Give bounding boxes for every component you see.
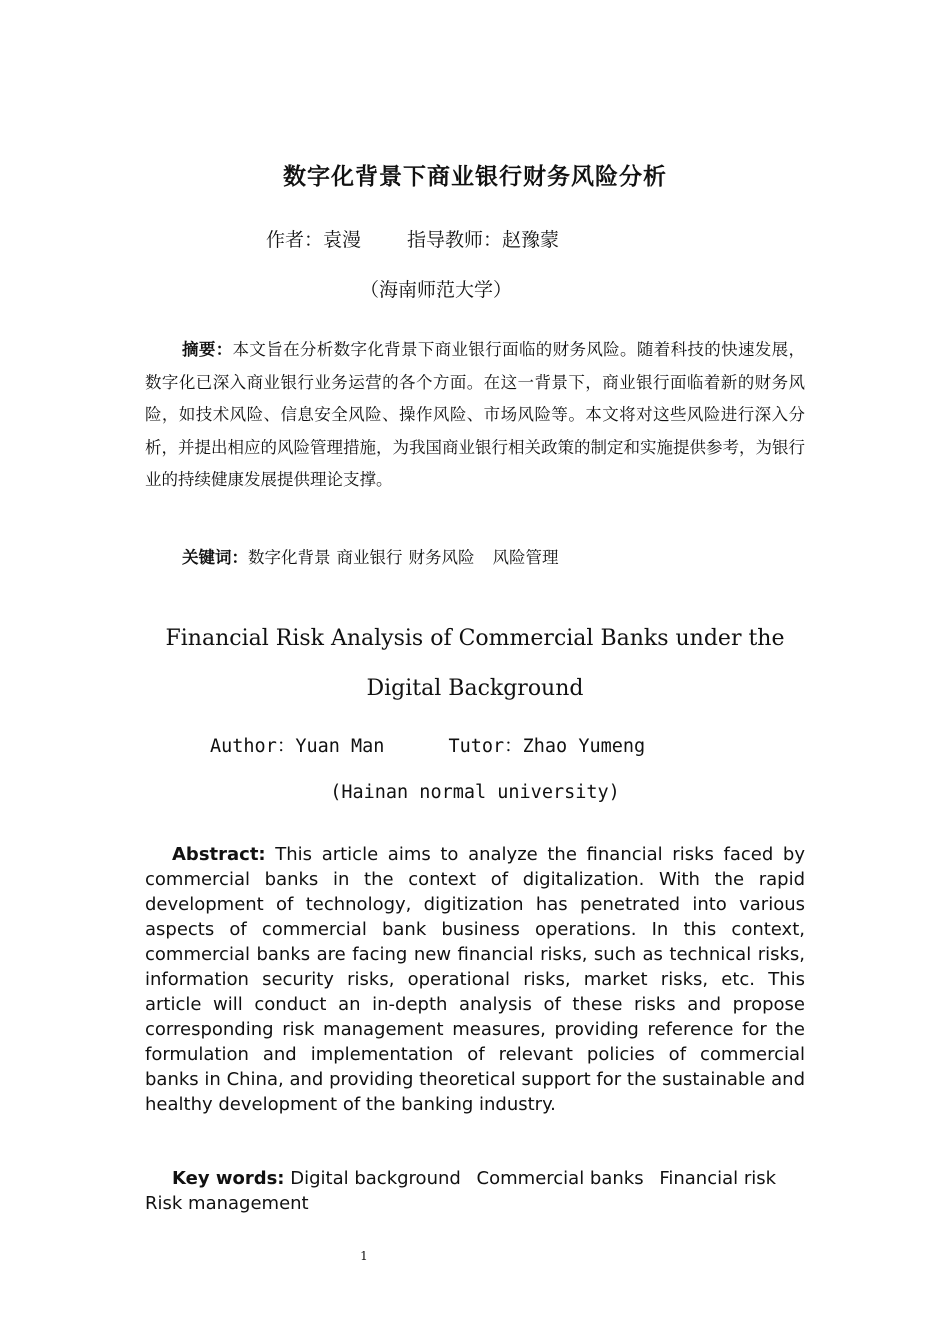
english-affiliation: (Hainan normal university): [330, 782, 620, 803]
english-abstract-text: This article aims to analyze the financial risks faced by commercial banks in the context of digitalization. With the rapid development of technology, digitization has penetrated into various aspects of commercial bank business operations. In this context, commercial banks are facing new financial risks, such as technical risks, information security risks, operational risks, market risks, etc. This article will conduct an in-depth analysis of these risks and propose corresponding risk management measures, providing reference for the formulation and implementation of relevant policies of commercial banks in China, and providing theoretical support for the sustainable and healthy development of the banking industry.: [145, 844, 805, 1115]
chinese-keywords-label: 关键词：: [182, 548, 248, 567]
chinese-keyword: 风险管理: [492, 548, 559, 567]
english-keyword: Digital background: [290, 1168, 461, 1189]
chinese-keyword: 商业银行: [336, 548, 403, 567]
chinese-abstract-label: 摘要：: [182, 340, 233, 359]
english-author: Author：Yuan Man: [210, 736, 385, 757]
english-keyword: Risk management: [145, 1193, 309, 1214]
chinese-affiliation: （海南师范大学）: [360, 279, 513, 301]
chinese-author-line: [266, 225, 559, 252]
chinese-keywords: [182, 544, 565, 568]
english-keyword: Financial risk: [659, 1168, 777, 1189]
chinese-abstract-text: 本文旨在分析数字化背景下商业银行面临的财务风险。随着科技的快速发展，数字化已深入商业银行业务运营的各个方面。在这一背景下，商业银行面临着新的财务风险，如技术风险、信息安全风险、操作风险、市场风险等。本文将对这些风险进行深入分析，并提出相应的风险管理措施，为我国商业银行相关政策的制定和实施提供参考，为银行业的持续健康发展提供理论支撑。: [145, 340, 806, 489]
chinese-abstract: [145, 334, 805, 497]
chinese-keyword: 财务风险: [408, 548, 475, 567]
english-abstract: [145, 842, 805, 1117]
english-keywords: [145, 1166, 805, 1216]
english-keywords-label: Key words:: [172, 1168, 285, 1189]
chinese-author: 作者：袁漫: [266, 229, 362, 251]
chinese-keyword: 数字化背景: [248, 548, 331, 567]
chinese-advisor: 指导教师：赵豫蒙: [407, 229, 560, 251]
chinese-title: 数字化背景下商业银行财务风险分析: [283, 164, 667, 190]
page-number: 1: [360, 1249, 368, 1263]
english-keyword: Commercial banks: [476, 1168, 644, 1189]
english-title: Financial Risk Analysis of Commercial Banks under the Digital Background: [165, 626, 785, 701]
english-abstract-label: Abstract:: [172, 844, 266, 865]
english-author-line: [210, 732, 645, 758]
english-tutor: Tutor：Zhao Yumeng: [448, 736, 646, 757]
